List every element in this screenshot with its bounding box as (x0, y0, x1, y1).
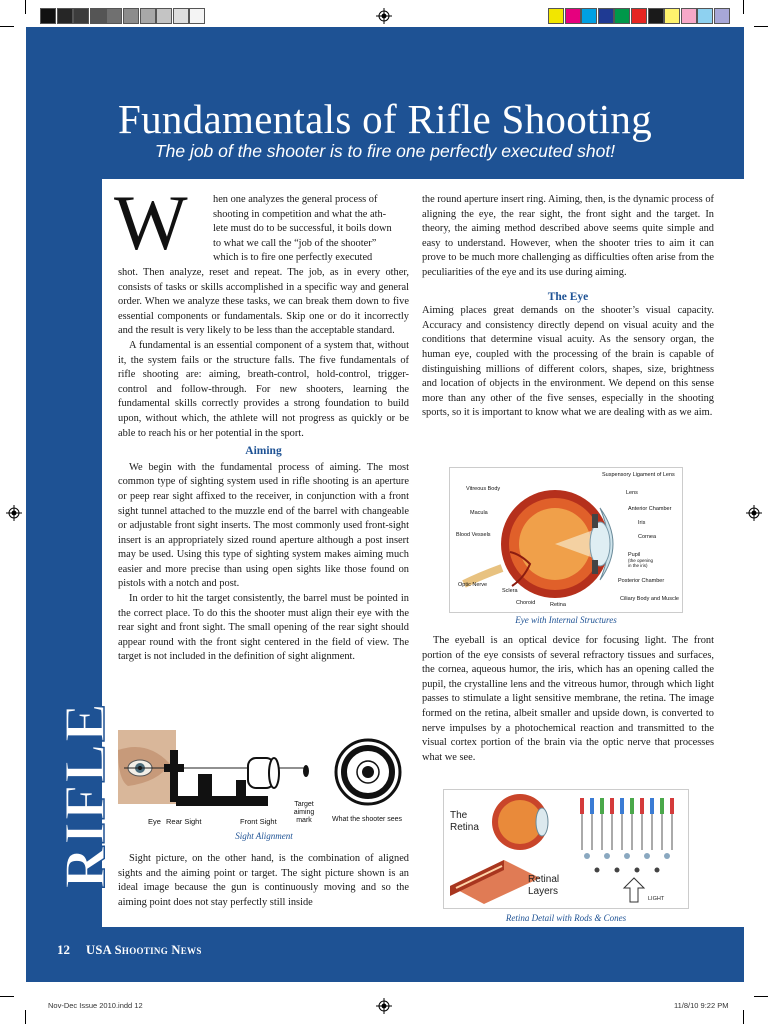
retina-detail-figure (443, 789, 689, 909)
label-rear-sight: Rear Sight (166, 817, 202, 826)
calibration-swatch (631, 8, 647, 24)
registration-mark-icon (6, 505, 22, 521)
calibration-swatch (598, 8, 614, 24)
label-target-2: aiming (293, 809, 315, 816)
calibration-swatch (123, 8, 139, 24)
calibration-swatch (548, 8, 564, 24)
intro-line: which is to fire one perfectly executed (213, 252, 373, 264)
crop-mark (754, 26, 768, 27)
section-label-text: RIFLE (52, 701, 117, 889)
calibration-swatch (140, 8, 156, 24)
crop-mark (25, 1010, 26, 1024)
label-shooter-view: What the shooter sees (332, 816, 403, 823)
figure-caption-eye: Eye with Internal Structures (515, 615, 617, 625)
calibration-swatch (57, 8, 73, 24)
paragraph: In order to hit the target consistently, the barrel must be pointed in the correct place. To do this the shooter must align their eye with the rear sight and front sight. The small opening of the rear sight should appear round with the front sight centered in the field of view. The target is not included in the definition of sight alignment. (118, 593, 409, 663)
drop-cap: W (114, 179, 188, 266)
label-optic-nerve: Optic Nerve (458, 582, 488, 588)
label-retina: Retina (550, 602, 566, 608)
crop-mark (25, 0, 26, 14)
intro-line: shooting in competition and what the ath- (213, 208, 387, 220)
label-pupil-note-1: (the opening (628, 558, 654, 563)
calibration-swatch (614, 8, 630, 24)
figure-caption-retina: Retina Detail with Rods & Cones (505, 913, 627, 923)
article-title: Fundamentals of Rifle Shooting (118, 96, 652, 142)
calibration-swatch (664, 8, 680, 24)
crop-mark (0, 26, 14, 27)
calibration-swatch (714, 8, 730, 24)
section-heading-eye: The Eye (547, 290, 589, 303)
label-suspensory: Suspensory Ligament of Lens (602, 472, 675, 478)
calibration-swatch (681, 8, 697, 24)
intro-line: lete must do to be successful, it boils down (213, 223, 392, 235)
calibration-swatch (73, 8, 89, 24)
label-vitreous: Vitreous Body (466, 486, 501, 492)
calibration-swatch (189, 8, 205, 24)
paragraph: Aiming places great demands on the shooter’s visual capacity. Accuracy and consistency directly depend on visual acuity and the conditions that determine visual acuity. As the sensory organ, the human eye, coupled with the processing of the brain is capable of distinguishing millions of different colors, shapes, size, brightness and location of objects in the environment. We depend on this sense more than any other of the five senses, especially in the shooting sports, so it is important to know what we are dealing with as we aim. (422, 305, 714, 419)
label-retinal: Retinal (528, 874, 560, 885)
article-subtitle: The job of the shooter is to fire one perfectly executed shot! (154, 141, 616, 161)
column-2-body (422, 193, 714, 421)
intro-line: to what we call the “job of the shooter” (213, 237, 377, 249)
section-heading-aiming: Aiming (245, 445, 282, 458)
paragraph: the round aperture insert ring. Aiming, then, is the dynamic process of aligning the eye, the rear sight, the front sight and the target. In theory, the aiming method described above seems quite simple and easy to understand. However, when the shooter tries to aim it can prove to be much more challenging as difficulties often arise from the peculiarities of the eye and its use during aiming. (422, 194, 714, 278)
sight-alignment-diagram (118, 730, 410, 830)
label-sclera: Sclera (502, 588, 518, 594)
label-retina-title: Retina (450, 822, 479, 833)
calibration-swatch (565, 8, 581, 24)
label-ciliary: Ciliary Body and Muscle (620, 596, 679, 602)
label-iris: Iris (638, 520, 646, 526)
sight-alignment-figure (118, 730, 410, 830)
calibration-swatch (581, 8, 597, 24)
paragraph: We begin with the fundamental process of aiming. The most common type of sighting system used in rifle shooting is an aperture or peep rear sight affixed to the receiver, in conjunction with a front sight tunnel attached to the muzzle end of the barrel with changeable or adjustable front sight inserts. The most commonly used front-sight insert is an appropriately sized round aperture although a post insert may be used. Using this type of sighting system makes aiming much easier and more precise than using open sights like those found on pistols with a notch and post. (118, 461, 409, 590)
label-target-3: mark (296, 817, 312, 824)
label-pupil: Pupil (628, 552, 641, 558)
label-blood-vessels: Blood Vessels (456, 532, 491, 538)
crop-mark (754, 996, 768, 997)
crop-mark (743, 1010, 744, 1024)
column-1-footer-paragraph: Sight picture, on the other hand, is the combination of aligned sights and the aiming point or target. The sight picture shown is an ideal image because the gun is continuously moving and so the aiming point does not stay perfectly still inside (118, 853, 409, 908)
calibration-swatch (90, 8, 106, 24)
label-cornea: Cornea (638, 534, 657, 540)
registration-mark-icon (376, 8, 392, 24)
figure-caption-sight-alignment: Sight Alignment (235, 831, 293, 841)
print-slug-file: Nov-Dec Issue 2010.indd 12 (48, 1001, 143, 1010)
label-layers: Layers (528, 886, 559, 897)
label-pupil-note-2: in the iris) (628, 563, 648, 568)
column-2-paragraph-eyeball: The eyeball is an optical device for focusing light. The front portion of the eye consists of several refractory tissues and surfaces, the cornea, aqueous humor, the iris, which has an opening called the pupil, the crystalline lens and the vitreous humor, through which light passes to stimulate a light sensitive membrane, the retina. The image formed on the retina, albeit smaller and upside down, is converted to nerve impulses by a photochemical reaction and transmitted to the visual cortex portion of the brain via the optic nerve that processes what we see. (422, 635, 714, 763)
label-lens: Lens (626, 490, 638, 496)
label-choroid: Choroid (516, 600, 536, 606)
label-anterior: Anterior Chamber (628, 506, 672, 512)
label-the: The (450, 810, 468, 821)
crop-mark (0, 996, 14, 997)
eye-anatomy-diagram (450, 468, 682, 612)
page-number: 12 (57, 942, 70, 957)
paragraph: A fundamental is an essential component of a system that, without it, the system fails or the structure falls. The five fundamentals of rifle shooting are: aiming, breath-control, hold-control, trigger-control and follow-through. For new shooters, learning the fundamental skills correctly provides a strong foundation to build upon, without which, the athlete will not progress as quickly or be able to reach his or her potential in the sport. (118, 339, 409, 439)
label-macula: Macula (470, 510, 488, 516)
label-posterior: Posterior Chamber (618, 578, 665, 584)
retina-layers-diagram (444, 790, 688, 908)
label-light: LIGHT (648, 896, 665, 902)
registration-mark-icon (746, 505, 762, 521)
intro-line: hen one analyzes the general process of (213, 194, 378, 205)
calibration-swatch (156, 8, 172, 24)
crop-mark (743, 0, 744, 14)
calibration-swatch (697, 8, 713, 24)
paragraph: shot. Then analyze, reset and repeat. The job, as in every other, consists of tasks or skills accomplished in a specific way and general order. When we analyze these tasks, we can break them down to five essential components or fundamentals. Skip one or do it incorrectly and the result is very likely to be less than the acceptable standard. (118, 267, 409, 337)
calibration-swatch (106, 8, 122, 24)
label-eye: Eye (148, 817, 161, 826)
section-label-rifle (48, 700, 118, 890)
label-front-sight: Front Sight (240, 817, 277, 826)
eye-internal-figure (449, 467, 683, 613)
calibration-swatch (173, 8, 189, 24)
registration-mark-icon (376, 998, 392, 1014)
calibration-swatch (40, 8, 56, 24)
print-slug-date: 11/8/10 9:22 PM (674, 1001, 729, 1010)
column-1-intro-lines (213, 193, 408, 266)
label-target-1: Target (294, 801, 314, 808)
magazine-name: USA Shooting News (86, 943, 202, 957)
calibration-swatch (648, 8, 664, 24)
column-1-body (118, 266, 409, 665)
